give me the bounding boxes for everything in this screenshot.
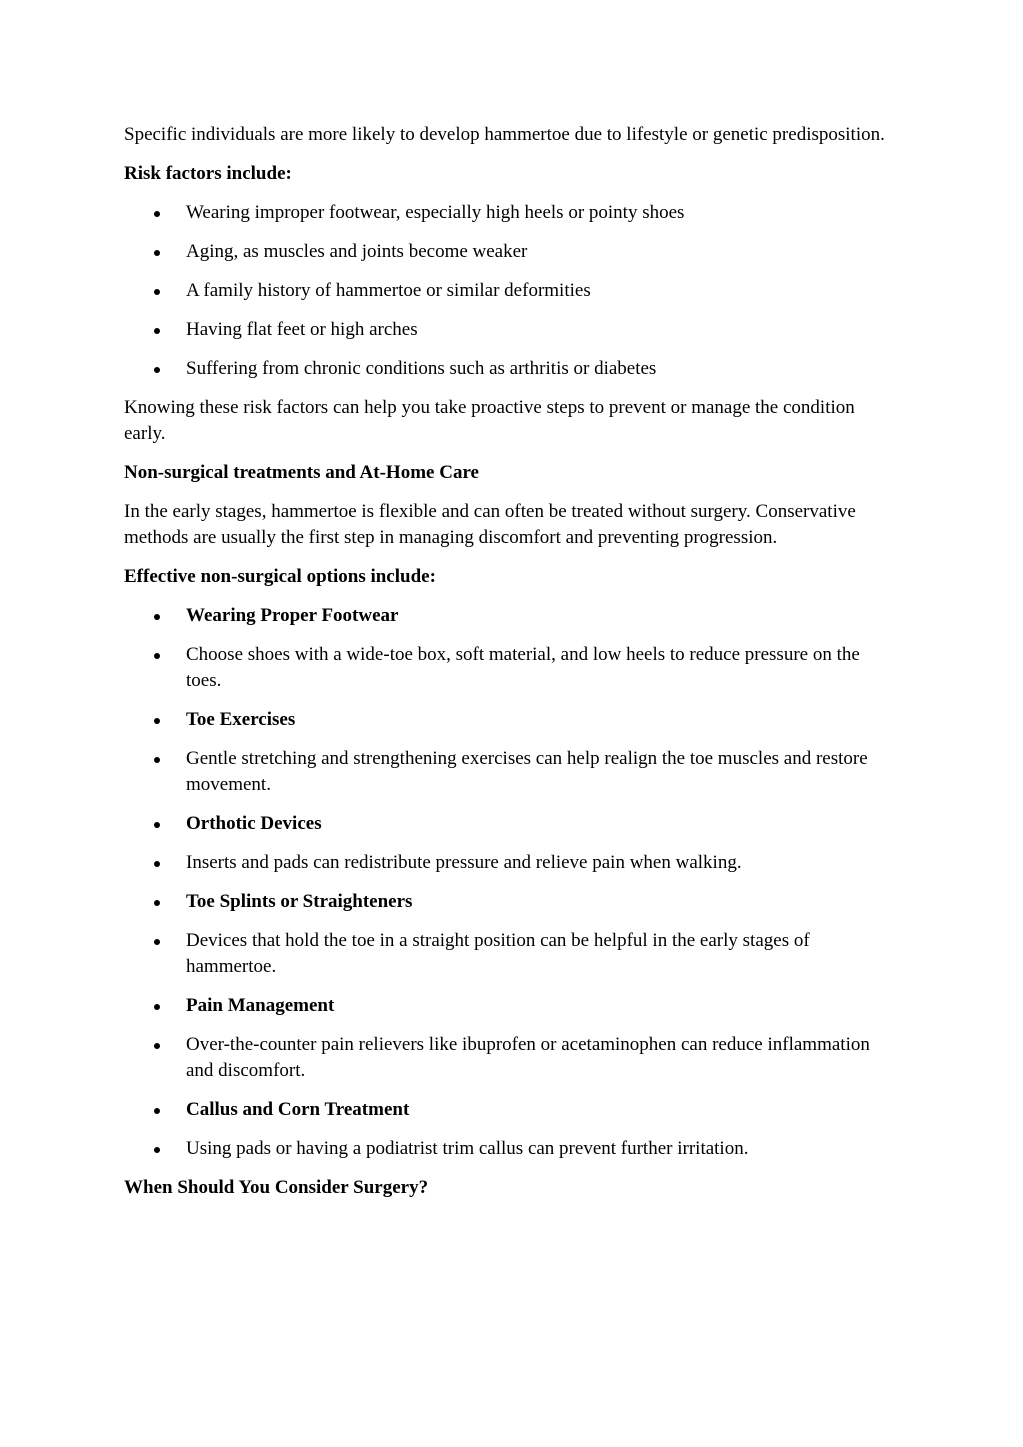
bullet-icon (154, 939, 160, 945)
list-item: Inserts and pads can redistribute pressure and relieve pain when walking. (124, 850, 894, 876)
list-item: Aging, as muscles and joints become weaker (124, 239, 894, 265)
document-page (124, 122, 894, 1214)
options-heading: Effective non-surgical options include: (124, 566, 436, 587)
bullet-icon (154, 250, 160, 256)
list-item: Callus and Corn Treatment (124, 1097, 894, 1123)
bullet-icon (154, 757, 160, 763)
bullet-icon (154, 328, 160, 334)
list-item: Pain Management (124, 993, 894, 1019)
bullet-icon (154, 211, 160, 217)
list-item: Wearing improper footwear, especially high heels or pointy shoes (124, 200, 894, 226)
risk-factors-heading: Risk factors include: (124, 163, 292, 184)
intro-paragraph: Specific individuals are more likely to develop hammertoe due to lifestyle or genetic predisposition. (124, 124, 885, 145)
list-item: Choose shoes with a wide-toe box, soft material, and low heels to reduce pressure on the toes. (124, 642, 894, 694)
risk-factors-list (124, 200, 894, 382)
options-list (124, 603, 894, 1162)
bullet-icon (154, 653, 160, 659)
list-item: Suffering from chronic conditions such as arthritis or diabetes (124, 356, 894, 382)
treatment-intro-paragraph: In the early stages, hammertoe is flexible and can often be treated without surgery. Conservative methods are usually the first step in managing discomfort and preventing progression. (124, 501, 856, 548)
list-item: Devices that hold the toe in a straight position can be helpful in the early stages of hammertoe. (124, 928, 894, 980)
list-item: Gentle stretching and strengthening exercises can help realign the toe muscles and restore movement. (124, 746, 894, 798)
bullet-icon (154, 1004, 160, 1010)
bullet-icon (154, 367, 160, 373)
treatment-heading: Non-surgical treatments and At-Home Care (124, 462, 479, 483)
bullet-icon (154, 289, 160, 295)
list-item: Orthotic Devices (124, 811, 894, 837)
list-item: Using pads or having a podiatrist trim callus can prevent further irritation. (124, 1136, 894, 1162)
list-item: Toe Exercises (124, 707, 894, 733)
list-item: Over-the-counter pain relievers like ibuprofen or acetaminophen can reduce inflammation and discomfort. (124, 1032, 894, 1084)
bullet-icon (154, 614, 160, 620)
list-item: A family history of hammertoe or similar deformities (124, 278, 894, 304)
bullet-icon (154, 1147, 160, 1153)
bullet-icon (154, 861, 160, 867)
bullet-icon (154, 900, 160, 906)
bullet-icon (154, 822, 160, 828)
list-item: Wearing Proper Footwear (124, 603, 894, 629)
bullet-icon (154, 1108, 160, 1114)
risk-outro-paragraph: Knowing these risk factors can help you take proactive steps to prevent or manage the condition early. (124, 397, 855, 444)
list-item: Toe Splints or Straighteners (124, 889, 894, 915)
bullet-icon (154, 718, 160, 724)
surgery-heading: When Should You Consider Surgery? (124, 1177, 429, 1198)
bullet-icon (154, 1043, 160, 1049)
list-item: Having flat feet or high arches (124, 317, 894, 343)
